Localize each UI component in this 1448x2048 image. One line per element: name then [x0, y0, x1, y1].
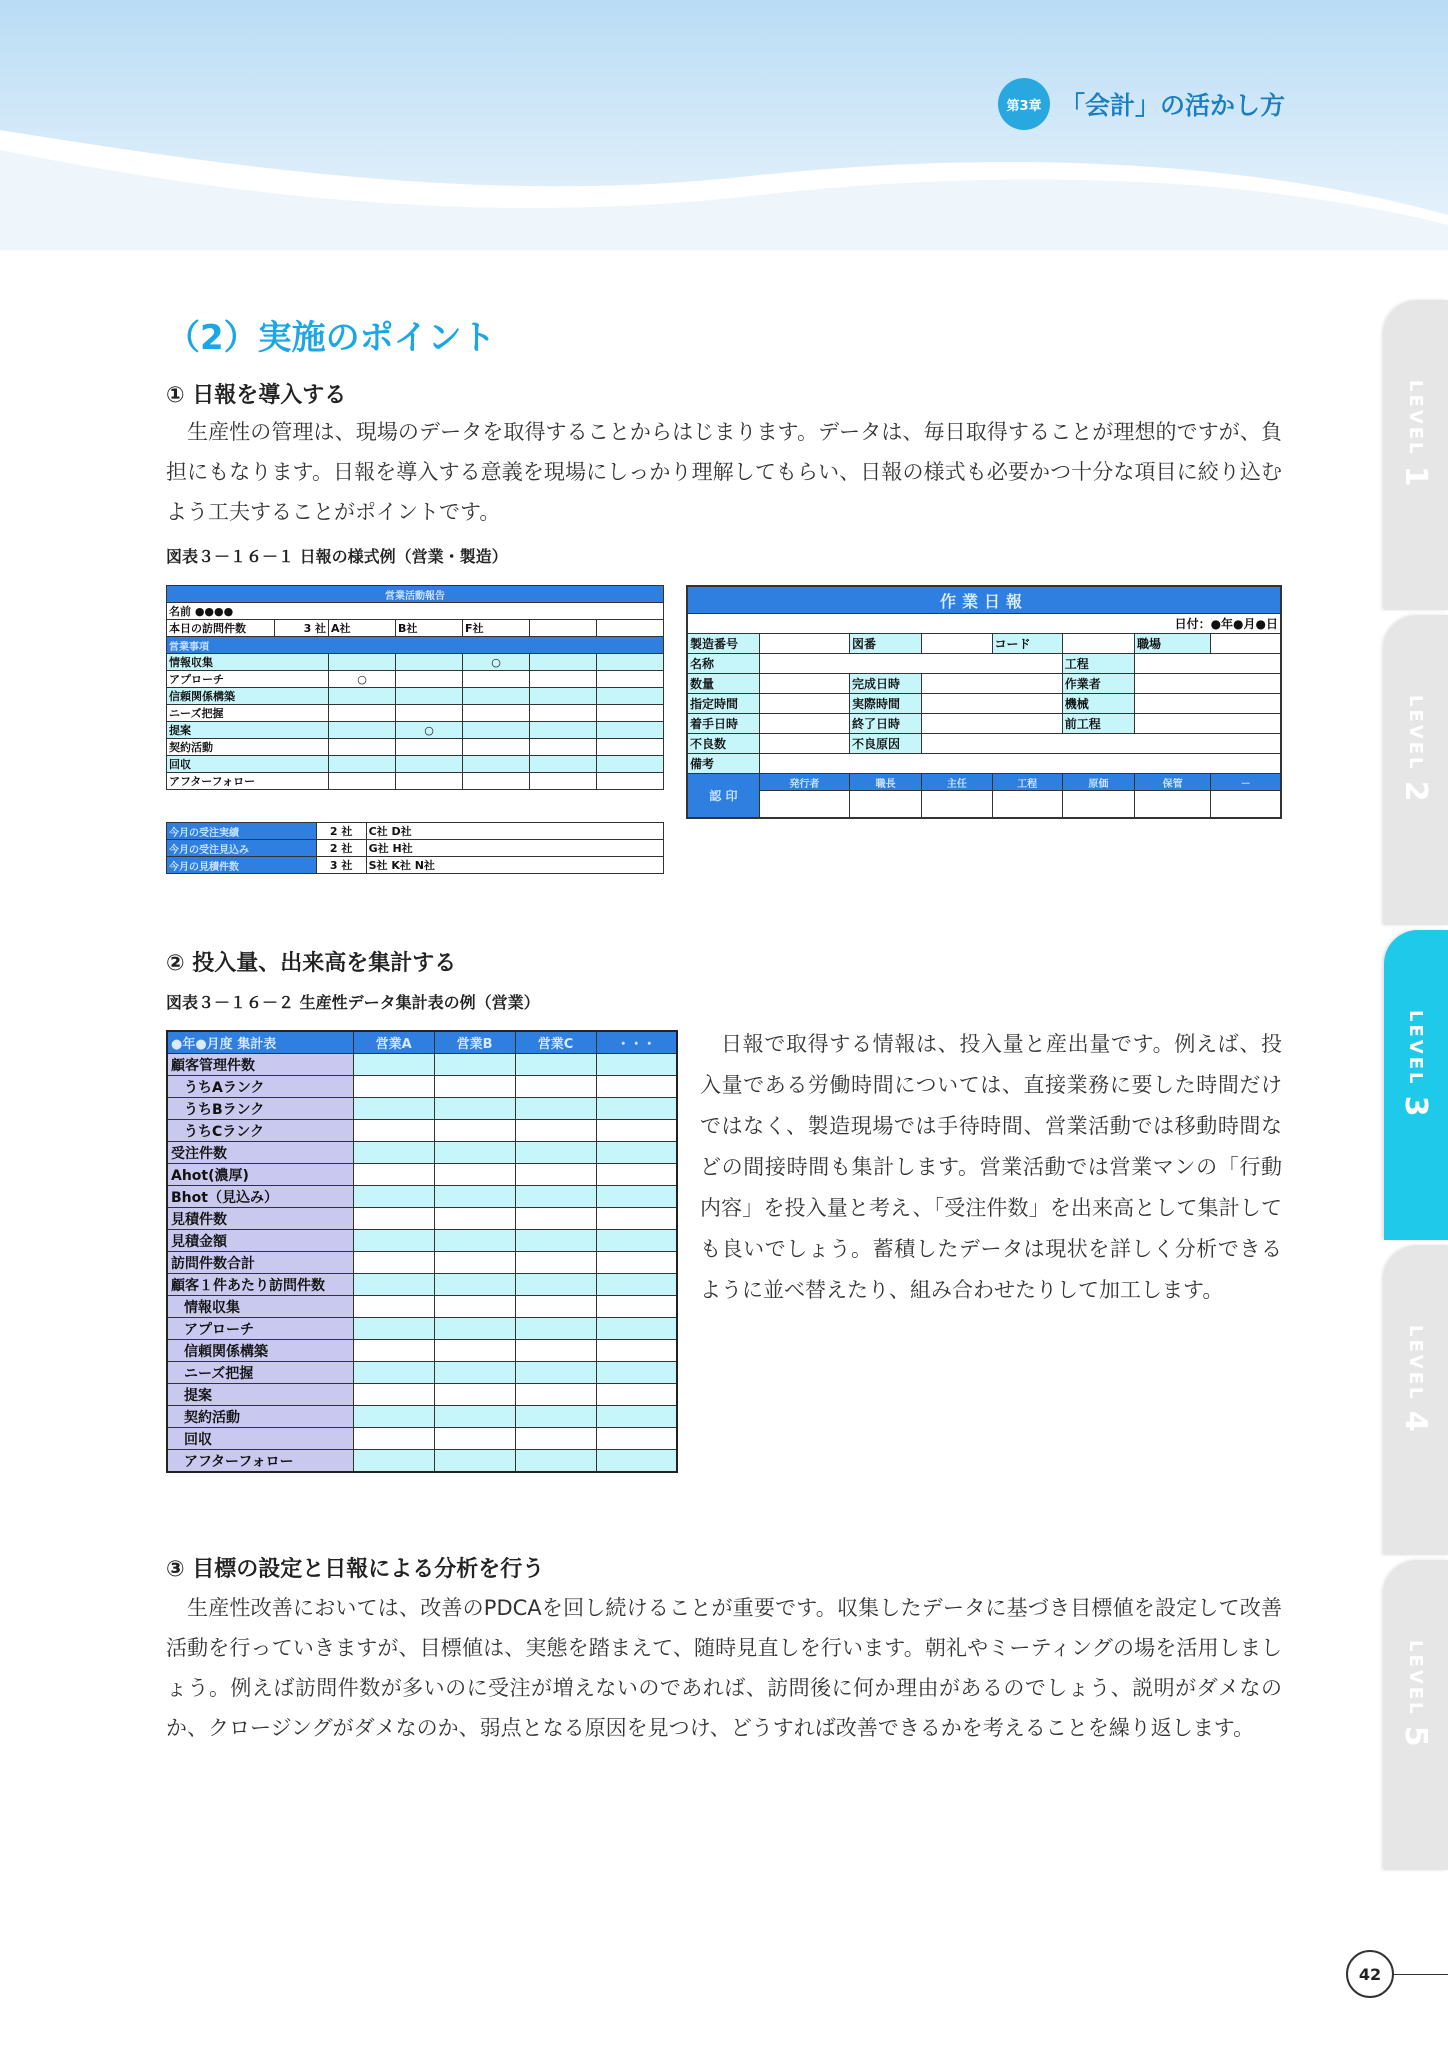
value-cell — [434, 1406, 515, 1428]
value-cell — [434, 1318, 515, 1340]
visits-label: 本日の訪問件数 — [167, 620, 275, 637]
level-tab-3[interactable]: LEVEL 3 — [1384, 930, 1448, 1240]
value-cell — [434, 1362, 515, 1384]
value-cell — [353, 1362, 434, 1384]
value-cell — [596, 1450, 677, 1473]
value-cell — [515, 1384, 596, 1406]
value-cell — [353, 1142, 434, 1164]
item-label: ニーズ把握 — [167, 705, 329, 722]
part2-title: ② 投入量、出来高を集計する — [166, 951, 457, 976]
item-label: アプローチ — [167, 671, 329, 688]
figure1-caption: 図表３－１６－１ 日報の様式例（営業・製造） — [166, 547, 508, 566]
row-label: 顧客１件あたり訪問件数 — [167, 1274, 353, 1296]
mark-cell — [396, 705, 463, 722]
mark-cell — [463, 722, 530, 739]
row-label: 顧客管理件数 — [167, 1054, 353, 1076]
row-label: アフターフォロー — [167, 1450, 353, 1473]
value-cell — [515, 1054, 596, 1076]
mark-cell — [530, 705, 597, 722]
table-row — [167, 1428, 677, 1450]
mark-cell — [463, 739, 530, 756]
name-label: 名前 ●●●● — [167, 603, 664, 620]
value-cell — [515, 1120, 596, 1142]
row-label: うちAランク — [167, 1076, 353, 1098]
level-tab-4[interactable]: LEVEL 4 — [1384, 1245, 1448, 1555]
field-label: 前工程 — [1062, 714, 1134, 734]
value-cell — [353, 1296, 434, 1318]
part3-body: 生産性改善においては、改善のPDCAを回し続けることが重要です。収集したデータに基づき目標値を設定して改善活動を行っていきますが、目標値は、実態を踏まえて、随時見直しを行います。朝礼やミーティングの場を活用しましょう。例えば訪問件数が多いのに受注が増えないのであれば、訪問後に何か理由があるのでしょう、説明がダメなのか、クロージングがダメなのか、弱点となる原因を見つけ、どうすれば改善できるかを考えることを繰り返します。 — [166, 1596, 1282, 1740]
table-row — [167, 688, 664, 705]
value-cell — [353, 1318, 434, 1340]
table-row — [167, 773, 664, 790]
summary-names: G社 H社 — [366, 840, 663, 857]
part3-title: ③ 目標の設定と日報による分析を行う — [166, 1557, 545, 1582]
value-cell — [596, 1428, 677, 1450]
mark-cell — [596, 722, 663, 739]
value-cell — [434, 1384, 515, 1406]
row-label: 見積金額 — [167, 1230, 353, 1252]
level-tab-5[interactable]: LEVEL 5 — [1384, 1560, 1448, 1870]
table-header: 営業B — [434, 1031, 515, 1054]
summary-names: C社 D社 — [366, 823, 663, 840]
mark-cell — [329, 654, 396, 671]
table-row — [167, 739, 664, 756]
row-label: 提案 — [167, 1384, 353, 1406]
table-row — [167, 1362, 677, 1384]
mark-cell — [596, 671, 663, 688]
value-cell — [434, 1450, 515, 1473]
row-label: ニーズ把握 — [167, 1362, 353, 1384]
value-cell — [596, 1296, 677, 1318]
row-label: 契約活動 — [167, 1406, 353, 1428]
seal-column: － — [1211, 774, 1281, 791]
table-row — [167, 654, 664, 671]
field-label: 数量 — [687, 674, 759, 694]
mark-cell — [329, 773, 396, 790]
table-row — [167, 1208, 677, 1230]
table-row — [167, 1406, 677, 1428]
mark-cell — [530, 756, 597, 773]
sales-report-table — [166, 585, 664, 790]
value-cell — [515, 1186, 596, 1208]
mark-cell — [463, 671, 530, 688]
value-cell — [353, 1098, 434, 1120]
value-cell — [596, 1054, 677, 1076]
mark-cell — [530, 722, 597, 739]
mark-cell — [329, 705, 396, 722]
sales-report-title: 営業活動報告 — [167, 586, 664, 603]
part1-body: 生産性の管理は、現場のデータを取得することからはじまります。データは、毎日取得することが理想的ですが、負担にもなります。日報を導入する意義を現場にしっかり理解してもらい、日報の様式も必要かつ十分な項目に絞り込むよう工夫することがポイントです。 — [166, 420, 1282, 524]
value-cell — [596, 1318, 677, 1340]
table-row — [167, 1450, 677, 1473]
mark-cell — [396, 654, 463, 671]
table-row — [167, 705, 664, 722]
summary-count: 2 社 — [316, 840, 366, 857]
value-cell — [434, 1054, 515, 1076]
item-label: アフターフォロー — [167, 773, 329, 790]
value-cell — [596, 1252, 677, 1274]
table-row — [167, 671, 664, 688]
mark-cell — [396, 739, 463, 756]
mark-cell — [596, 688, 663, 705]
value-cell — [596, 1384, 677, 1406]
work-report-title: 作業日報 — [687, 586, 1281, 614]
summary-label: 今月の受注見込み — [167, 840, 317, 857]
mark-cell — [463, 688, 530, 705]
field-label: 機械 — [1062, 694, 1134, 714]
mark-cell — [530, 654, 597, 671]
mark-cell — [329, 739, 396, 756]
value-cell — [434, 1076, 515, 1098]
row-label: Bhot（見込み） — [167, 1186, 353, 1208]
table-header: ●年●月度 集計表 — [167, 1031, 353, 1054]
level-tab-2[interactable]: LEVEL 2 — [1384, 615, 1448, 925]
value-cell — [434, 1252, 515, 1274]
work-report-table — [686, 585, 1282, 819]
field-label: 備考 — [687, 754, 759, 774]
seal-column: 保管 — [1134, 774, 1210, 791]
table-row — [167, 1296, 677, 1318]
chapter-header — [998, 78, 1285, 130]
row-label: 見積件数 — [167, 1208, 353, 1230]
row-label: アプローチ — [167, 1318, 353, 1340]
value-cell — [434, 1142, 515, 1164]
items-header: 営業事項 — [167, 637, 664, 654]
mark-cell — [329, 756, 396, 773]
table-row — [167, 1186, 677, 1208]
mark-cell — [530, 739, 597, 756]
value-cell — [515, 1428, 596, 1450]
seal-column: 発行者 — [759, 774, 849, 791]
value-cell — [353, 1230, 434, 1252]
row-label: 受注件数 — [167, 1142, 353, 1164]
row-label: 回収 — [167, 1428, 353, 1450]
field-label: 図番 — [850, 634, 922, 654]
table-row — [167, 1274, 677, 1296]
value-cell — [434, 1120, 515, 1142]
field-label: 不良原因 — [850, 734, 922, 754]
value-cell — [353, 1340, 434, 1362]
value-cell — [434, 1296, 515, 1318]
productivity-table — [166, 1030, 678, 1473]
value-cell — [353, 1120, 434, 1142]
summary-count: 2 社 — [316, 823, 366, 840]
table-row — [167, 1098, 677, 1120]
value-cell — [515, 1340, 596, 1362]
value-cell — [515, 1252, 596, 1274]
part2-body: 日報で取得する情報は、投入量と産出量です。例えば、投入量である労働時間については、直接業務に要した時間だけではなく、製造現場では手待時間、営業活動では移動時間などの間接時間も集計します。営業活動では営業マンの「行動内容」を投入量と考え、「受注件数」を出来高として集計しても良いでしょう。蓄積したデータは現状を詳しく分析できるように並べ替えたり、組み合わせたりして加工します。 — [700, 1032, 1282, 1302]
table-header: 営業A — [353, 1031, 434, 1054]
seal-column: 工程 — [992, 774, 1062, 791]
value-cell — [596, 1340, 677, 1362]
visits-value: 3 社 — [275, 620, 329, 637]
table-row — [167, 1384, 677, 1406]
value-cell — [353, 1252, 434, 1274]
item-label: 信頼関係構築 — [167, 688, 329, 705]
figure2-caption: 図表３－１６－２ 生産性データ集計表の例（営業） — [166, 993, 540, 1012]
work-report-date: 日付：●年●月●日 — [687, 614, 1281, 634]
row-label: Ahot(濃厚) — [167, 1164, 353, 1186]
value-cell — [515, 1208, 596, 1230]
field-label: コード — [992, 634, 1062, 654]
summary-names: S社 K社 N社 — [366, 857, 663, 874]
table-row — [167, 722, 664, 739]
company-cell: B社 — [396, 620, 463, 637]
value-cell — [515, 1142, 596, 1164]
seal-column: 職長 — [850, 774, 922, 791]
value-cell — [596, 1186, 677, 1208]
mark-cell — [463, 705, 530, 722]
mark-cell — [396, 773, 463, 790]
field-label: 終了日時 — [850, 714, 922, 734]
value-cell — [515, 1362, 596, 1384]
value-cell — [515, 1164, 596, 1186]
value-cell — [515, 1274, 596, 1296]
row-label: 信頼関係構築 — [167, 1340, 353, 1362]
page-number: 42 — [1346, 1950, 1394, 1998]
field-label: 不良数 — [687, 734, 759, 754]
value-cell — [353, 1406, 434, 1428]
mark-cell — [596, 739, 663, 756]
value-cell — [596, 1076, 677, 1098]
summary-count: 3 社 — [316, 857, 366, 874]
mark-cell: ○ — [329, 671, 396, 688]
value-cell — [434, 1208, 515, 1230]
mark-cell — [596, 773, 663, 790]
field-label: 着手日時 — [687, 714, 759, 734]
mark-cell — [396, 756, 463, 773]
mark-cell: ○ — [463, 654, 530, 671]
value-cell — [434, 1274, 515, 1296]
field-label: 作業者 — [1062, 674, 1134, 694]
value-cell — [596, 1142, 677, 1164]
item-label: 情報収集 — [167, 654, 329, 671]
table-row — [167, 1054, 677, 1076]
table-row — [167, 1318, 677, 1340]
mark-cell — [596, 654, 663, 671]
mark-cell: ○ — [396, 722, 463, 739]
value-cell — [515, 1098, 596, 1120]
value-cell — [434, 1340, 515, 1362]
value-cell — [596, 1230, 677, 1252]
value-cell — [596, 1274, 677, 1296]
value-cell — [353, 1450, 434, 1473]
field-label: 工程 — [1062, 654, 1134, 674]
row-label: うちBランク — [167, 1098, 353, 1120]
seal-column: 原価 — [1062, 774, 1134, 791]
table-row — [167, 1164, 677, 1186]
field-label: 職場 — [1134, 634, 1210, 654]
mark-cell — [329, 722, 396, 739]
value-cell — [353, 1274, 434, 1296]
mark-cell — [596, 705, 663, 722]
value-cell — [596, 1098, 677, 1120]
sales-summary-table — [166, 822, 664, 874]
section-title: （2）実施のポイント — [166, 318, 496, 358]
field-label: 名称 — [687, 654, 759, 674]
table-row — [167, 1230, 677, 1252]
mark-cell — [329, 688, 396, 705]
mark-cell — [530, 671, 597, 688]
value-cell — [434, 1186, 515, 1208]
value-cell — [515, 1318, 596, 1340]
company-cell: F社 — [463, 620, 530, 637]
chapter-badge: 第3章 — [998, 78, 1050, 130]
value-cell — [434, 1164, 515, 1186]
table-row — [167, 1076, 677, 1098]
value-cell — [353, 1186, 434, 1208]
value-cell — [353, 1208, 434, 1230]
mark-cell — [596, 756, 663, 773]
table-row — [167, 1120, 677, 1142]
mark-cell — [463, 773, 530, 790]
table-header: 営業C — [515, 1031, 596, 1054]
value-cell — [596, 1164, 677, 1186]
value-cell — [515, 1076, 596, 1098]
value-cell — [596, 1208, 677, 1230]
mark-cell — [530, 773, 597, 790]
row-label: 訪問件数合計 — [167, 1252, 353, 1274]
value-cell — [353, 1164, 434, 1186]
seal-column: 主任 — [922, 774, 992, 791]
seal-label: 認 印 — [687, 774, 759, 819]
page-number-rule — [1392, 1974, 1448, 1975]
item-label: 提案 — [167, 722, 329, 739]
row-label: 情報収集 — [167, 1296, 353, 1318]
value-cell — [434, 1428, 515, 1450]
field-label: 製造番号 — [687, 634, 759, 654]
chapter-title: 「会計」の活かし方 — [1060, 91, 1286, 120]
mark-cell — [463, 756, 530, 773]
value-cell — [434, 1230, 515, 1252]
table-header: ・・・ — [596, 1031, 677, 1054]
table-row — [167, 1252, 677, 1274]
value-cell — [353, 1076, 434, 1098]
level-tab-1[interactable]: LEVEL 1 — [1384, 300, 1448, 610]
value-cell — [596, 1120, 677, 1142]
summary-label: 今月の見積件数 — [167, 857, 317, 874]
value-cell — [353, 1054, 434, 1076]
value-cell — [596, 1362, 677, 1384]
field-label: 完成日時 — [850, 674, 922, 694]
value-cell — [515, 1450, 596, 1473]
mark-cell — [530, 688, 597, 705]
summary-label: 今月の受注実績 — [167, 823, 317, 840]
table-row — [167, 756, 664, 773]
item-label: 回収 — [167, 756, 329, 773]
value-cell — [353, 1384, 434, 1406]
mark-cell — [396, 671, 463, 688]
item-label: 契約活動 — [167, 739, 329, 756]
company-cell: A社 — [329, 620, 396, 637]
value-cell — [515, 1296, 596, 1318]
table-row — [167, 1142, 677, 1164]
part1-title: ① 日報を導入する — [166, 383, 347, 408]
value-cell — [596, 1406, 677, 1428]
field-label: 指定時間 — [687, 694, 759, 714]
value-cell — [515, 1230, 596, 1252]
row-label: うちCランク — [167, 1120, 353, 1142]
table-row — [167, 1340, 677, 1362]
value-cell — [434, 1098, 515, 1120]
value-cell — [353, 1428, 434, 1450]
field-label: 実際時間 — [850, 694, 922, 714]
value-cell — [515, 1406, 596, 1428]
mark-cell — [396, 688, 463, 705]
